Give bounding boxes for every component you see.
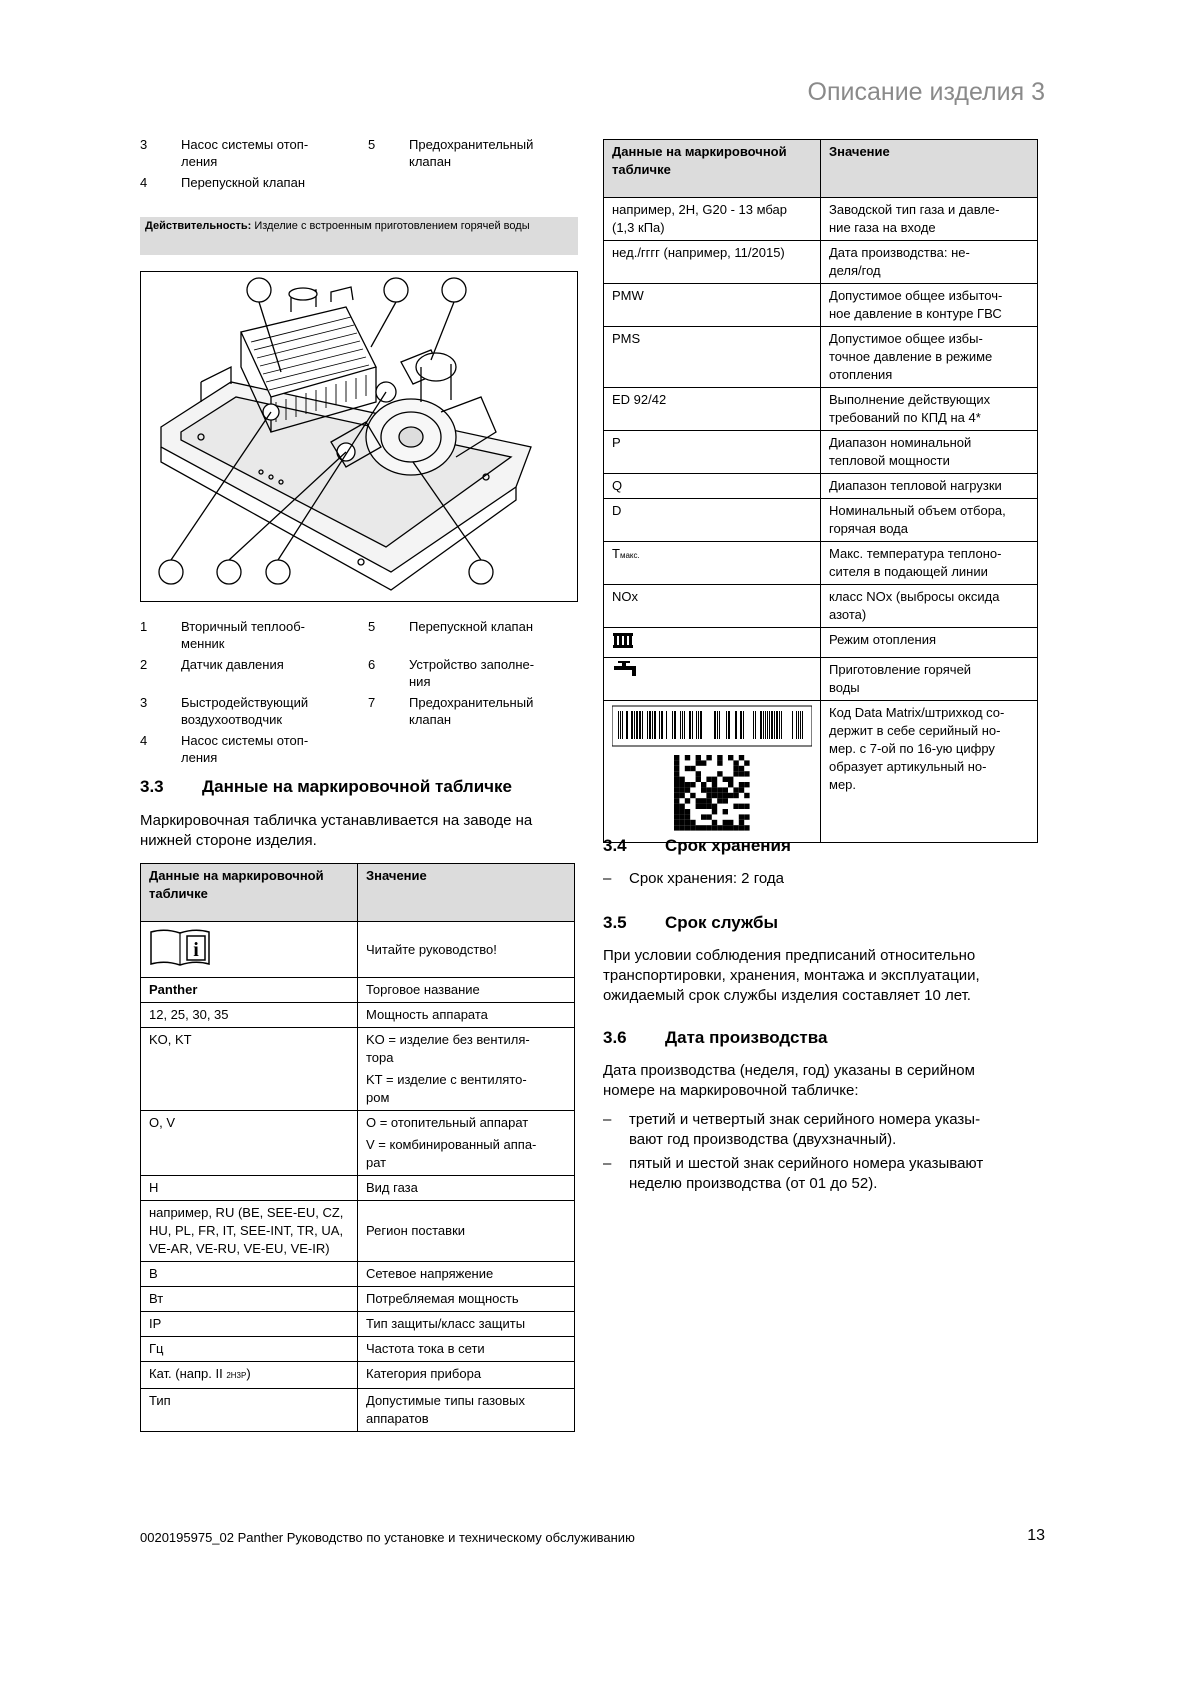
table-row <box>604 241 1038 284</box>
table-row <box>141 1028 575 1111</box>
table-cell: Panther <box>141 978 358 1003</box>
barcode-datamatrix-icon <box>612 705 812 833</box>
table-cell: NOx <box>604 585 821 628</box>
table-cell: O = отопительный аппарат V = комбинированный аппа- рат <box>358 1111 575 1176</box>
table-cell: Приготовление горячей воды <box>821 658 1038 701</box>
table-header: Значение <box>821 140 1038 198</box>
legend-text: Устройство заполне- ния <box>409 657 535 689</box>
table-row <box>604 284 1038 327</box>
table-row <box>604 628 1038 658</box>
page-number: 13 <box>1027 1527 1045 1544</box>
table-cell: PMS <box>604 327 821 388</box>
table-row <box>604 701 1038 843</box>
hydraulic-block-illustration <box>141 272 577 601</box>
table-row <box>604 388 1038 431</box>
table-cell: например, 2H, G20 - 13 мбар (1,3 кПа) <box>604 198 821 241</box>
table-row <box>604 542 1038 585</box>
legend-num: 4 <box>140 175 148 190</box>
tap-cell <box>604 658 821 701</box>
production-date-list <box>603 1110 1043 1198</box>
section-3-3-heading: 3.3 Данные на маркировочной табличке <box>140 777 512 796</box>
table-cell: Допустимое общее избыточ- ное давление в контуре ГВС <box>821 284 1038 327</box>
table-header: Значение <box>358 864 575 922</box>
legend-num: 7 <box>368 695 376 710</box>
table-cell: например, RU (BE, SEE-EU, CZ, HU, PL, FR, IT, SEE-INT, TR, UA, VE-AR, VE-RU, VE-EU, VE-IR) <box>141 1201 358 1262</box>
table-header: Данные на маркировочной табличке <box>141 864 358 922</box>
table-cell: Дата производства: не- деля/год <box>821 241 1038 284</box>
table-cell: IP <box>141 1312 358 1337</box>
legend-text: Перепускной клапан <box>181 175 305 190</box>
table-cell: Режим отопления <box>821 628 1038 658</box>
legend-num: 5 <box>368 619 376 634</box>
table-cell: нед./гггг (например, 11/2015) <box>604 241 821 284</box>
legend-num: 5 <box>368 137 376 152</box>
legend-num: 1 <box>140 619 148 634</box>
table-cell: Частота тока в сети <box>358 1337 575 1362</box>
legend-text: Быстродействующий воздухоотводчик <box>181 695 309 727</box>
table-row <box>141 1176 575 1201</box>
legend-text: Перепускной клапан <box>409 619 533 634</box>
table-cell: Допустимые типы газовых аппаратов <box>358 1389 575 1432</box>
table-cell: Вт <box>141 1287 358 1312</box>
table-cell: Диапазон тепловой нагрузки <box>821 474 1038 499</box>
table-cell: Категория прибора <box>358 1362 575 1389</box>
legend-text: Насос системы отоп- ления <box>181 137 309 169</box>
table-row <box>604 327 1038 388</box>
radiator-cell <box>604 628 821 658</box>
table-cell: Tмакс. <box>604 542 821 585</box>
storage-list <box>603 869 1043 893</box>
table-cell: H <box>141 1176 358 1201</box>
table-row <box>141 1389 575 1432</box>
table-row <box>141 1003 575 1028</box>
table-row <box>141 1312 575 1337</box>
table-cell: Номинальный объем отбора, горячая вода <box>821 499 1038 542</box>
table-cell: Тип защиты/класс защиты <box>358 1312 575 1337</box>
read-manual-cell <box>141 922 358 978</box>
tap-icon <box>612 661 642 681</box>
table-row <box>604 474 1038 499</box>
table-cell: 12, 25, 30, 35 <box>141 1003 358 1028</box>
table-row <box>604 585 1038 628</box>
table-cell: ED 92/42 <box>604 388 821 431</box>
table-cell: Сетевое напряжение <box>358 1262 575 1287</box>
table-cell: P <box>604 431 821 474</box>
table-cell: B <box>141 1262 358 1287</box>
table-row <box>141 1287 575 1312</box>
table-cell: Читайте руководство! <box>358 922 575 978</box>
table-cell: KO = изделие без вентиля- тора KT = изделие с вентилято- ром <box>358 1028 575 1111</box>
table-row <box>141 1201 575 1262</box>
table-cell: Торговое название <box>358 978 575 1003</box>
top-legend <box>140 136 555 195</box>
table-cell: Q <box>604 474 821 499</box>
page-header-title: Описание изделия 3 <box>807 78 1045 106</box>
legend-num: 6 <box>368 657 376 672</box>
nameplate-table-left <box>140 863 575 1432</box>
table-cell: Мощность аппарата <box>358 1003 575 1028</box>
table-row <box>141 1111 575 1176</box>
table-cell: Выполнение действующих требований по КПД на 4* <box>821 388 1038 431</box>
table-cell: Вид газа <box>358 1176 575 1201</box>
table-row <box>604 198 1038 241</box>
legend-text: Предохранительный клапан <box>409 137 534 169</box>
legend-num: 3 <box>140 695 148 710</box>
legend-text: Предохранительный клапан <box>409 695 534 727</box>
legend-text: Вторичный теплооб- менник <box>181 619 305 651</box>
table-cell: Макс. температура теплоно- сителя в подающей линии <box>821 542 1038 585</box>
table-cell: O, V <box>141 1111 358 1176</box>
table-row <box>604 499 1038 542</box>
section-3-6-heading: 3.6 Дата производства <box>603 1028 828 1047</box>
footer-doc-title: 0020195975_02 Panther Руководство по установке и техническому обслуживанию <box>140 1530 635 1545</box>
table-cell: Потребляемая мощность <box>358 1287 575 1312</box>
table-cell: Код Data Matrix/штрихкод со- держит в себе серийный но- мер. с 7-ой по 16-ую цифру образует артикульный но- мер. <box>821 701 1038 843</box>
section-3-5-text: При условии соблюдения предписаний относительно транспортировки, хранения, монтажа и эксплуатации, ожидаемый срок службы изделия составляет 10 лет. <box>603 947 980 1004</box>
legend-text: Датчик давления <box>181 657 284 672</box>
section-3-6-text: Дата производства (неделя, год) указаны в серийном номере на маркировочной табличке: <box>603 1062 975 1099</box>
table-header: Данные на маркировочной табличке <box>604 140 821 198</box>
table-cell: D <box>604 499 821 542</box>
table-row <box>141 978 575 1003</box>
svg-text:i: i <box>193 939 199 961</box>
list-item: – пятый и шестой знак серийного номера указывают неделю производства (от 01 до 52). <box>603 1154 1043 1194</box>
legend-num: 3 <box>140 137 148 152</box>
hydraulic-block-figure <box>140 271 578 602</box>
table-row <box>141 1362 575 1389</box>
radiator-icon <box>612 631 634 649</box>
table-row <box>604 431 1038 474</box>
section-3-5-heading: 3.5 Срок службы <box>603 913 779 932</box>
barcode-cell <box>604 701 821 843</box>
table-cell: Допустимое общее избы- точное давление в режиме отопления <box>821 327 1038 388</box>
table-cell: класс NOx (выбросы оксида азота) <box>821 585 1038 628</box>
table-row <box>141 1262 575 1287</box>
table-row <box>141 922 575 978</box>
table-row <box>604 658 1038 701</box>
section-3-4-heading: 3.4 Срок хранения <box>603 836 791 855</box>
table-cell: Заводской тип газа и давле- ние газа на входе <box>821 198 1038 241</box>
table-cell: Диапазон номинальной тепловой мощности <box>821 431 1038 474</box>
table-cell: PMW <box>604 284 821 327</box>
legend-text: Насос системы отоп- ления <box>181 733 309 765</box>
nameplate-table-right <box>603 139 1038 843</box>
table-cell: Гц <box>141 1337 358 1362</box>
list-item: – третий и четвертый знак серийного номера указы- вают год производства (двухзначный). <box>603 1110 1043 1150</box>
legend-num: 4 <box>140 733 148 748</box>
validity-label: Действительность: <box>145 220 252 232</box>
legend-num: 2 <box>140 657 148 672</box>
figure-legend <box>140 618 555 770</box>
list-item: – Срок хранения: 2 года <box>603 869 1043 889</box>
table-row <box>141 1337 575 1362</box>
table-cell: KO, KT <box>141 1028 358 1111</box>
read-manual-icon <box>149 928 211 966</box>
table-cell: Тип <box>141 1389 358 1432</box>
section-3-3-intro: Маркировочная табличка устанавливается на заводе на нижней стороне изделия. <box>140 812 533 849</box>
table-cell: Регион поставки <box>358 1201 575 1262</box>
validity-text: Изделие с встроенным приготовлением горячей воды <box>251 220 530 232</box>
table-cell: Кат. (напр. II 2H3P) <box>141 1362 358 1389</box>
validity-note <box>140 217 578 255</box>
